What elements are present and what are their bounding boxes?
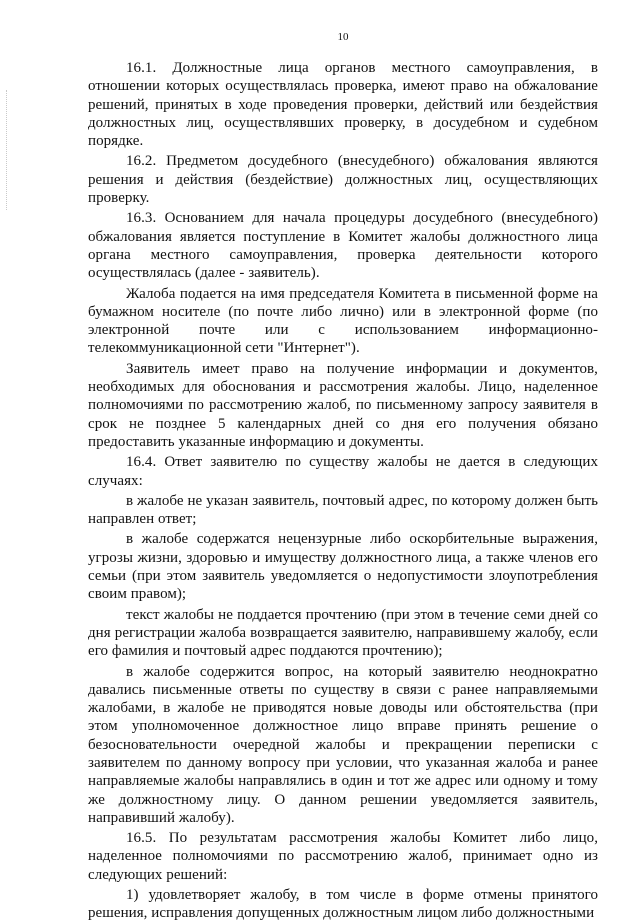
paragraph-complaint-submission: Жалоба подается на имя председателя Комитета в письменной форме на бумажном носителе (по почте либо лично) или в электронной форме (по электронной почте или с использованием информационно-телекоммуникационной сети "Интернет"). bbox=[88, 285, 598, 357]
paragraph-16-1: 16.1. Должностные лица органов местного самоуправления, в отношении которых осуществлялась проверка, имеют право на обжалование решений, принятых в ходе проведения проверки, действий или бездействия должностных лиц, осуществлявших проверку, в досудебном и судебном порядке. bbox=[88, 60, 598, 150]
paragraph-16-2: 16.2. Предметом досудебного (внесудебного) обжалования являются решения и действия (бездействие) должностных лиц, осуществляющих проверку. bbox=[88, 153, 598, 207]
paragraph-16-3: 16.3. Основанием для начала процедуры досудебного (внесудебного) обжалования является поступление в Комитет жалобы должностного лица органа местного самоуправления, проверка деятельности которого осуществлялась (далее - заявитель). bbox=[88, 210, 598, 282]
document-body bbox=[88, 59, 598, 923]
list-item-no-applicant: в жалобе не указан заявитель, почтовый адрес, по которому должен быть направлен ответ; bbox=[88, 492, 598, 528]
paragraph-applicant-rights: Заявитель имеет право на получение информации и документов, необходимых для обоснования и рассмотрения жалобы. Лицо, наделенное полномочиями по рассмотрению жалоб, по письменному запросу заявителя в срок не позднее 5 календарных дней со дня его получения обязано предоставить указанные информацию и документы. bbox=[88, 360, 598, 450]
paragraph-16-4: 16.4. Ответ заявителю по существу жалобы не дается в следующих случаях: bbox=[88, 454, 598, 489]
page-number: 10 bbox=[337, 31, 349, 43]
scan-edge-marks bbox=[6, 90, 9, 210]
paragraph-16-5: 16.5. По результатам рассмотрения жалобы Комитет либо лицо, наделенное полномочиями по рассмотрению жалоб, принимает одно из следующих решений: bbox=[88, 830, 598, 883]
list-item-satisfy-complaint: 1) удовлетворяет жалобу, в том числе в форме отмены принятого решения, исправления допущенных должностным лицом либо должностными bbox=[88, 887, 598, 922]
list-item-unreadable-text: текст жалобы не поддается прочтению (при этом в течение семи дней со дня регистрации жалоба возвращается заявителю, направившему жалобу, если его фамилия и почтовый адрес поддаются прочтению); bbox=[88, 606, 598, 660]
list-item-repeated-question: в жалобе содержится вопрос, на который заявителю неоднократно давались письменные ответы по существу в связи с ранее направляемыми жалобами, в жалобе не приводятся новые доводы или обстоятельства (при этом уполномоченное должностное лицо вправе принять решение о безосновательности очередной жалобы и прекращении переписки с заявителем по данному вопросу при условии, что указанная жалоба и ранее направляемые жалобы направлялись в один и тот же адрес или одному и тому же должностному лицу. О данном решении уведомляется заявитель, направивший жалобу). bbox=[88, 663, 598, 826]
list-item-obscene-content: в жалобе содержатся нецензурные либо оскорбительные выражения, угрозы жизни, здоровью и имуществу должностного лица, а также членов его семьи (при этом заявитель уведомляется о недопустимости злоупотребления своим правом); bbox=[88, 531, 598, 603]
